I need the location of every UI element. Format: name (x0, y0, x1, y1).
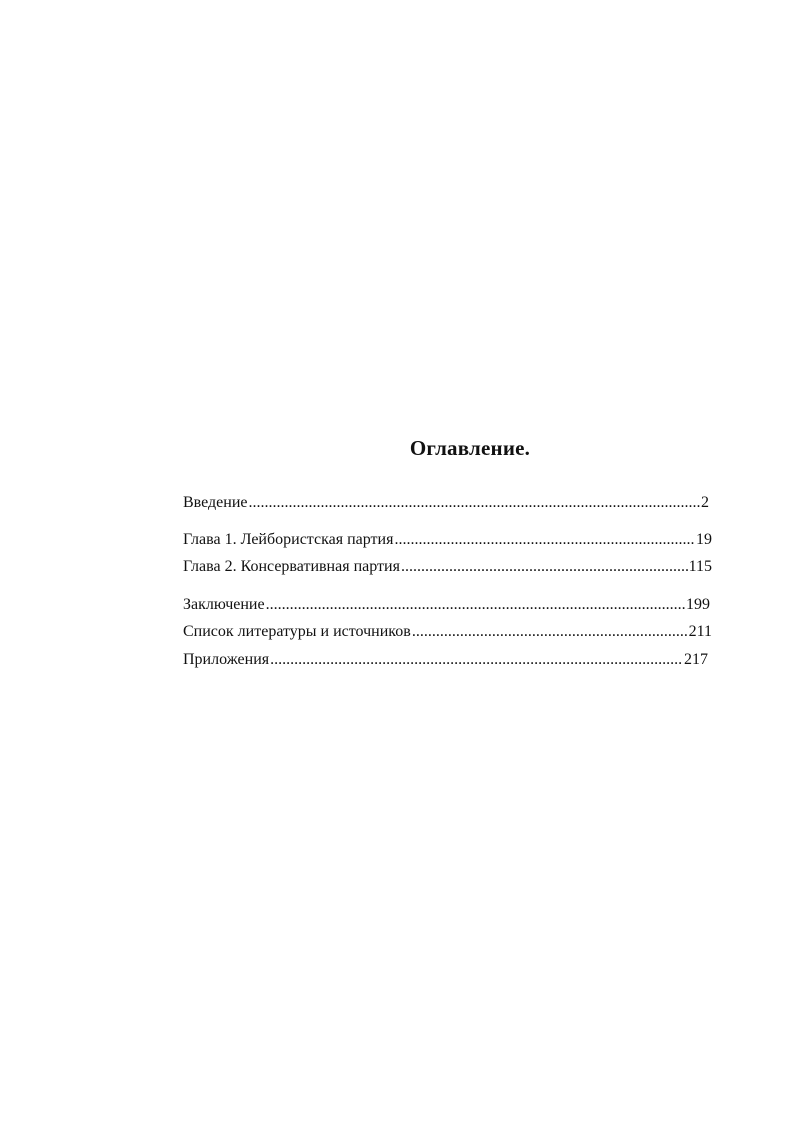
toc-leader (401, 557, 688, 577)
toc-entry-page: 199 (686, 596, 710, 613)
toc-title: Оглавление. (409, 436, 531, 460)
toc-leader (266, 595, 685, 615)
toc-entry-appendices (183, 650, 708, 670)
toc-entry-page: 2 (701, 494, 709, 511)
toc-entry-label: Заключение (183, 596, 265, 613)
toc-entry-page: 115 (688, 558, 712, 575)
toc-entry-page: 19 (696, 531, 712, 548)
toc-leader (270, 650, 683, 670)
toc-entry-label: Приложения (183, 651, 270, 668)
toc-entry-label: Список литературы и источников (183, 623, 411, 640)
toc-leader (412, 622, 688, 642)
toc-entry-chapter-2 (183, 557, 712, 577)
toc-entry-label: Введение (183, 494, 248, 511)
toc-entry-conclusion (183, 595, 710, 615)
toc-entry-chapter-1 (183, 530, 712, 550)
toc-entry-introduction (183, 493, 709, 513)
toc-entry-label: Глава 1. Лейбористская партия (183, 531, 394, 548)
toc-leader (394, 530, 695, 550)
toc-leader (249, 493, 701, 513)
toc-entry-label: Глава 2. Консервативная партия (183, 558, 400, 575)
toc-entry-page: 211 (688, 623, 712, 640)
toc-entry-page: 217 (684, 651, 708, 668)
toc-entry-references (183, 622, 712, 642)
